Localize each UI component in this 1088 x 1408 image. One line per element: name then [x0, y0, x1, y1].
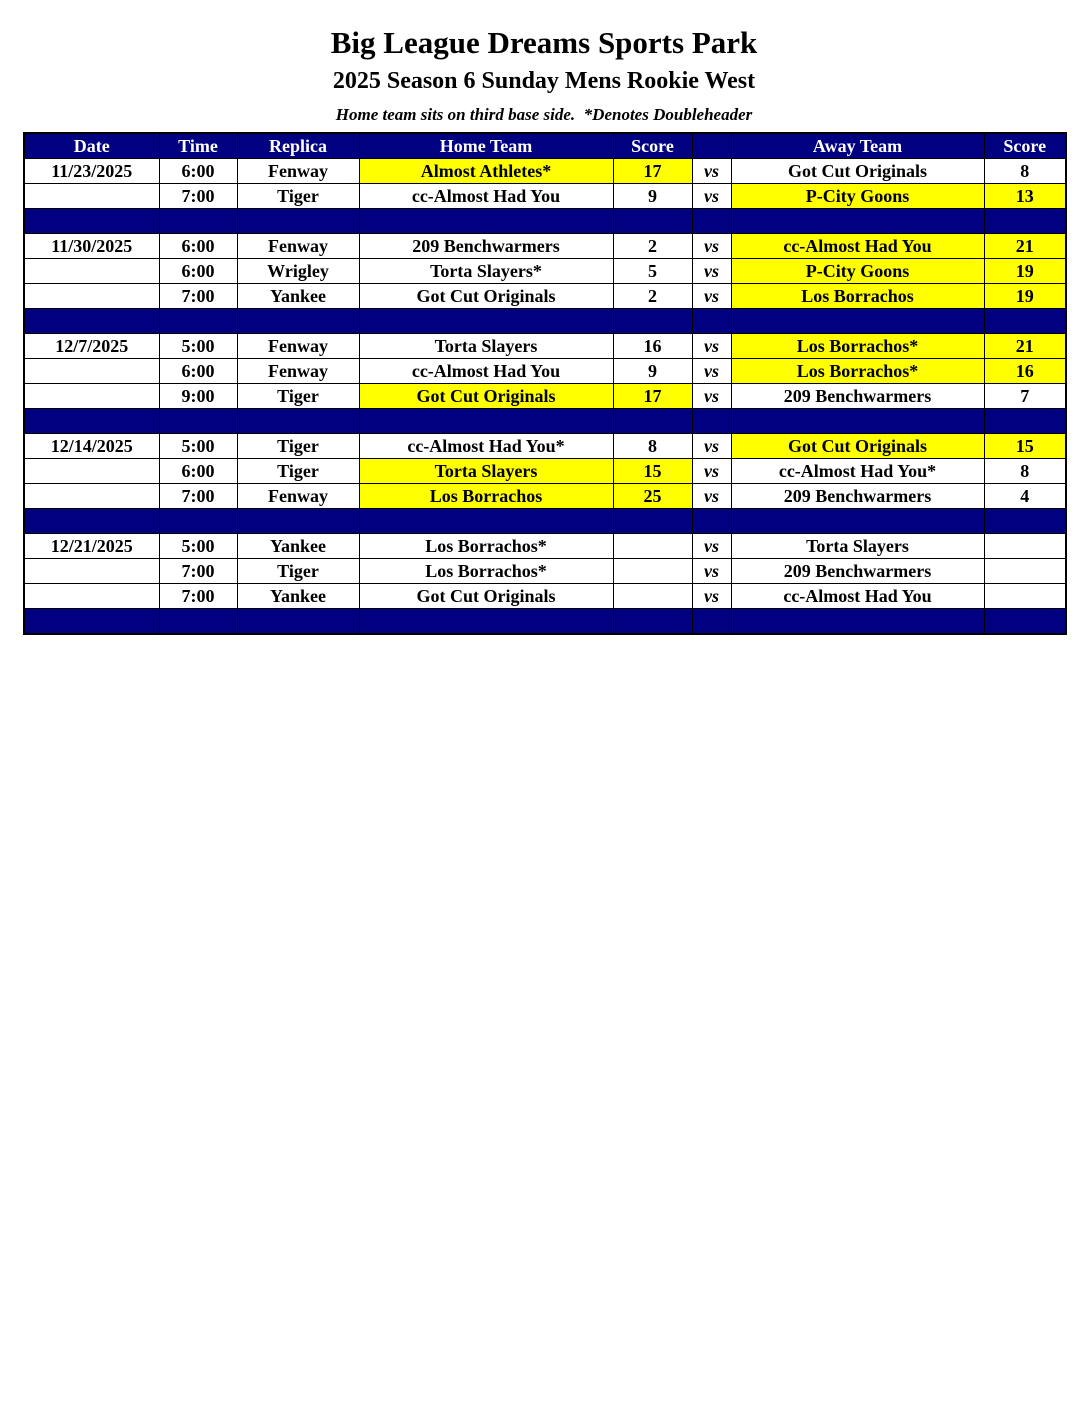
- column-header-date: Date: [24, 133, 159, 159]
- spacer-cell: [692, 309, 731, 334]
- schedule-body: [24, 159, 1066, 635]
- spacer-row: [24, 409, 1066, 434]
- spacer-cell: [24, 509, 159, 534]
- home-team-cell: Torta Slayers: [359, 459, 613, 484]
- time-cell: 6:00: [159, 459, 237, 484]
- home-score-cell: 17: [613, 384, 692, 409]
- replica-cell: Wrigley: [237, 259, 359, 284]
- spacer-row: [24, 309, 1066, 334]
- away-score-cell: 15: [984, 434, 1066, 459]
- away-team-cell: 209 Benchwarmers: [731, 484, 984, 509]
- away-team-cell: cc-Almost Had You: [731, 234, 984, 259]
- home-score-cell: 25: [613, 484, 692, 509]
- home-team-cell: Los Borrachos: [359, 484, 613, 509]
- vs-cell: vs: [692, 584, 731, 609]
- home-score-cell: [613, 584, 692, 609]
- away-team-cell: Los Borrachos: [731, 284, 984, 309]
- game-row: [24, 259, 1066, 284]
- vs-cell: vs: [692, 559, 731, 584]
- date-cell: 12/7/2025: [24, 334, 159, 359]
- vs-cell: vs: [692, 159, 731, 184]
- time-cell: 5:00: [159, 434, 237, 459]
- vs-cell: vs: [692, 234, 731, 259]
- home-score-cell: 15: [613, 459, 692, 484]
- game-row: [24, 359, 1066, 384]
- date-cell: 12/21/2025: [24, 534, 159, 559]
- schedule-table: [23, 132, 1067, 635]
- replica-cell: Tiger: [237, 434, 359, 459]
- away-score-cell: [984, 559, 1066, 584]
- vs-cell: vs: [692, 259, 731, 284]
- away-score-cell: 8: [984, 159, 1066, 184]
- schedule-note: Home team sits on third base side. *Denotes Doubleheader: [335, 105, 753, 124]
- away-team-cell: Los Borrachos*: [731, 359, 984, 384]
- vs-cell: vs: [692, 459, 731, 484]
- vs-cell: vs: [692, 434, 731, 459]
- time-cell: 5:00: [159, 334, 237, 359]
- spacer-cell: [613, 409, 692, 434]
- home-score-cell: 17: [613, 159, 692, 184]
- away-score-cell: [984, 534, 1066, 559]
- away-team-cell: 209 Benchwarmers: [731, 559, 984, 584]
- home-score-cell: 2: [613, 284, 692, 309]
- home-score-cell: [613, 534, 692, 559]
- spacer-cell: [359, 209, 613, 234]
- spacer-cell: [24, 309, 159, 334]
- spacer-row: [24, 509, 1066, 534]
- away-team-cell: P-City Goons: [731, 184, 984, 209]
- away-team-cell: Got Cut Originals: [731, 434, 984, 459]
- spacer-row: [24, 209, 1066, 234]
- home-team-cell: cc-Almost Had You*: [359, 434, 613, 459]
- replica-cell: Tiger: [237, 184, 359, 209]
- column-header-replica: Replica: [237, 133, 359, 159]
- column-header-home-team: Home Team: [359, 133, 613, 159]
- spacer-cell: [984, 309, 1066, 334]
- spacer-cell: [692, 209, 731, 234]
- away-team-cell: P-City Goons: [731, 259, 984, 284]
- date-cell: [24, 184, 159, 209]
- game-row: [24, 184, 1066, 209]
- away-team-cell: Got Cut Originals: [731, 159, 984, 184]
- spacer-cell: [24, 409, 159, 434]
- game-row: [24, 384, 1066, 409]
- date-cell: [24, 359, 159, 384]
- vs-cell: vs: [692, 359, 731, 384]
- date-cell: 11/30/2025: [24, 234, 159, 259]
- spacer-cell: [692, 509, 731, 534]
- home-score-cell: 16: [613, 334, 692, 359]
- home-team-cell: Los Borrachos*: [359, 534, 613, 559]
- date-cell: [24, 259, 159, 284]
- game-row: [24, 484, 1066, 509]
- away-score-cell: 21: [984, 334, 1066, 359]
- column-header-time: Time: [159, 133, 237, 159]
- game-row: [24, 459, 1066, 484]
- away-score-cell: 8: [984, 459, 1066, 484]
- spacer-cell: [237, 309, 359, 334]
- time-cell: 7:00: [159, 484, 237, 509]
- spacer-cell: [984, 509, 1066, 534]
- column-header-away-score: Score: [984, 133, 1066, 159]
- vs-cell: vs: [692, 184, 731, 209]
- spacer-cell: [613, 209, 692, 234]
- date-cell: [24, 484, 159, 509]
- game-row: [24, 284, 1066, 309]
- spacer-cell: [613, 609, 692, 635]
- game-row: [24, 234, 1066, 259]
- time-cell: 7:00: [159, 559, 237, 584]
- spacer-cell: [692, 409, 731, 434]
- replica-cell: Yankee: [237, 534, 359, 559]
- vs-cell: vs: [692, 284, 731, 309]
- spacer-cell: [159, 209, 237, 234]
- replica-cell: Fenway: [237, 234, 359, 259]
- home-team-cell: cc-Almost Had You: [359, 184, 613, 209]
- away-score-cell: [984, 584, 1066, 609]
- time-cell: 9:00: [159, 384, 237, 409]
- spacer-cell: [159, 509, 237, 534]
- spacer-cell: [359, 609, 613, 635]
- home-team-cell: Got Cut Originals: [359, 584, 613, 609]
- spacer-cell: [731, 609, 984, 635]
- away-score-cell: 21: [984, 234, 1066, 259]
- column-header-home-score: Score: [613, 133, 692, 159]
- time-cell: 5:00: [159, 534, 237, 559]
- home-team-cell: Torta Slayers*: [359, 259, 613, 284]
- home-team-cell: 209 Benchwarmers: [359, 234, 613, 259]
- spacer-cell: [359, 409, 613, 434]
- home-score-cell: [613, 559, 692, 584]
- date-cell: 12/14/2025: [24, 434, 159, 459]
- replica-cell: Tiger: [237, 459, 359, 484]
- home-team-cell: Almost Athletes*: [359, 159, 613, 184]
- home-score-cell: 2: [613, 234, 692, 259]
- replica-cell: Fenway: [237, 159, 359, 184]
- away-team-cell: Los Borrachos*: [731, 334, 984, 359]
- game-row: [24, 434, 1066, 459]
- spacer-cell: [984, 209, 1066, 234]
- replica-cell: Tiger: [237, 559, 359, 584]
- time-cell: 6:00: [159, 359, 237, 384]
- spacer-cell: [359, 509, 613, 534]
- vs-cell: vs: [692, 484, 731, 509]
- spacer-cell: [24, 209, 159, 234]
- spacer-cell: [613, 509, 692, 534]
- game-row: [24, 584, 1066, 609]
- time-cell: 6:00: [159, 234, 237, 259]
- column-header-away-team: Away Team: [731, 133, 984, 159]
- vs-cell: vs: [692, 334, 731, 359]
- spacer-cell: [159, 309, 237, 334]
- home-score-cell: 9: [613, 184, 692, 209]
- season-subtitle: 2025 Season 6 Sunday Mens Rookie West: [332, 68, 756, 94]
- replica-cell: Fenway: [237, 334, 359, 359]
- replica-cell: Fenway: [237, 359, 359, 384]
- spacer-cell: [237, 409, 359, 434]
- time-cell: 7:00: [159, 584, 237, 609]
- away-score-cell: 16: [984, 359, 1066, 384]
- column-header-vs: [692, 133, 731, 159]
- spacer-cell: [984, 609, 1066, 635]
- spacer-cell: [731, 309, 984, 334]
- spacer-cell: [24, 609, 159, 635]
- home-team-cell: cc-Almost Had You: [359, 359, 613, 384]
- away-score-cell: 19: [984, 284, 1066, 309]
- spacer-cell: [237, 509, 359, 534]
- spacer-cell: [237, 209, 359, 234]
- away-team-cell: 209 Benchwarmers: [731, 384, 984, 409]
- spacer-cell: [731, 209, 984, 234]
- away-score-cell: 7: [984, 384, 1066, 409]
- page-title: Big League Dreams Sports Park: [330, 25, 758, 60]
- spacer-cell: [613, 309, 692, 334]
- away-team-cell: cc-Almost Had You: [731, 584, 984, 609]
- game-row: [24, 334, 1066, 359]
- home-team-cell: Los Borrachos*: [359, 559, 613, 584]
- away-score-cell: 4: [984, 484, 1066, 509]
- time-cell: 6:00: [159, 259, 237, 284]
- date-cell: [24, 459, 159, 484]
- spacer-cell: [159, 409, 237, 434]
- vs-cell: vs: [692, 534, 731, 559]
- replica-cell: Yankee: [237, 584, 359, 609]
- away-team-cell: cc-Almost Had You*: [731, 459, 984, 484]
- header-row: [24, 133, 1066, 159]
- date-cell: [24, 559, 159, 584]
- date-cell: [24, 584, 159, 609]
- home-score-cell: 8: [613, 434, 692, 459]
- game-row: [24, 159, 1066, 184]
- spacer-cell: [731, 509, 984, 534]
- home-team-cell: Got Cut Originals: [359, 384, 613, 409]
- home-score-cell: 5: [613, 259, 692, 284]
- home-team-cell: Got Cut Originals: [359, 284, 613, 309]
- spacer-cell: [731, 409, 984, 434]
- time-cell: 7:00: [159, 284, 237, 309]
- home-team-cell: Torta Slayers: [359, 334, 613, 359]
- vs-cell: vs: [692, 384, 731, 409]
- spacer-row: [24, 609, 1066, 635]
- spacer-cell: [159, 609, 237, 635]
- date-cell: [24, 384, 159, 409]
- spacer-cell: [692, 609, 731, 635]
- spacer-cell: [984, 409, 1066, 434]
- time-cell: 7:00: [159, 184, 237, 209]
- game-row: [24, 534, 1066, 559]
- home-score-cell: 9: [613, 359, 692, 384]
- date-cell: 11/23/2025: [24, 159, 159, 184]
- away-team-cell: Torta Slayers: [731, 534, 984, 559]
- replica-cell: Tiger: [237, 384, 359, 409]
- date-cell: [24, 284, 159, 309]
- away-score-cell: 13: [984, 184, 1066, 209]
- away-score-cell: 19: [984, 259, 1066, 284]
- spacer-cell: [237, 609, 359, 635]
- replica-cell: Fenway: [237, 484, 359, 509]
- spacer-cell: [359, 309, 613, 334]
- time-cell: 6:00: [159, 159, 237, 184]
- replica-cell: Yankee: [237, 284, 359, 309]
- game-row: [24, 559, 1066, 584]
